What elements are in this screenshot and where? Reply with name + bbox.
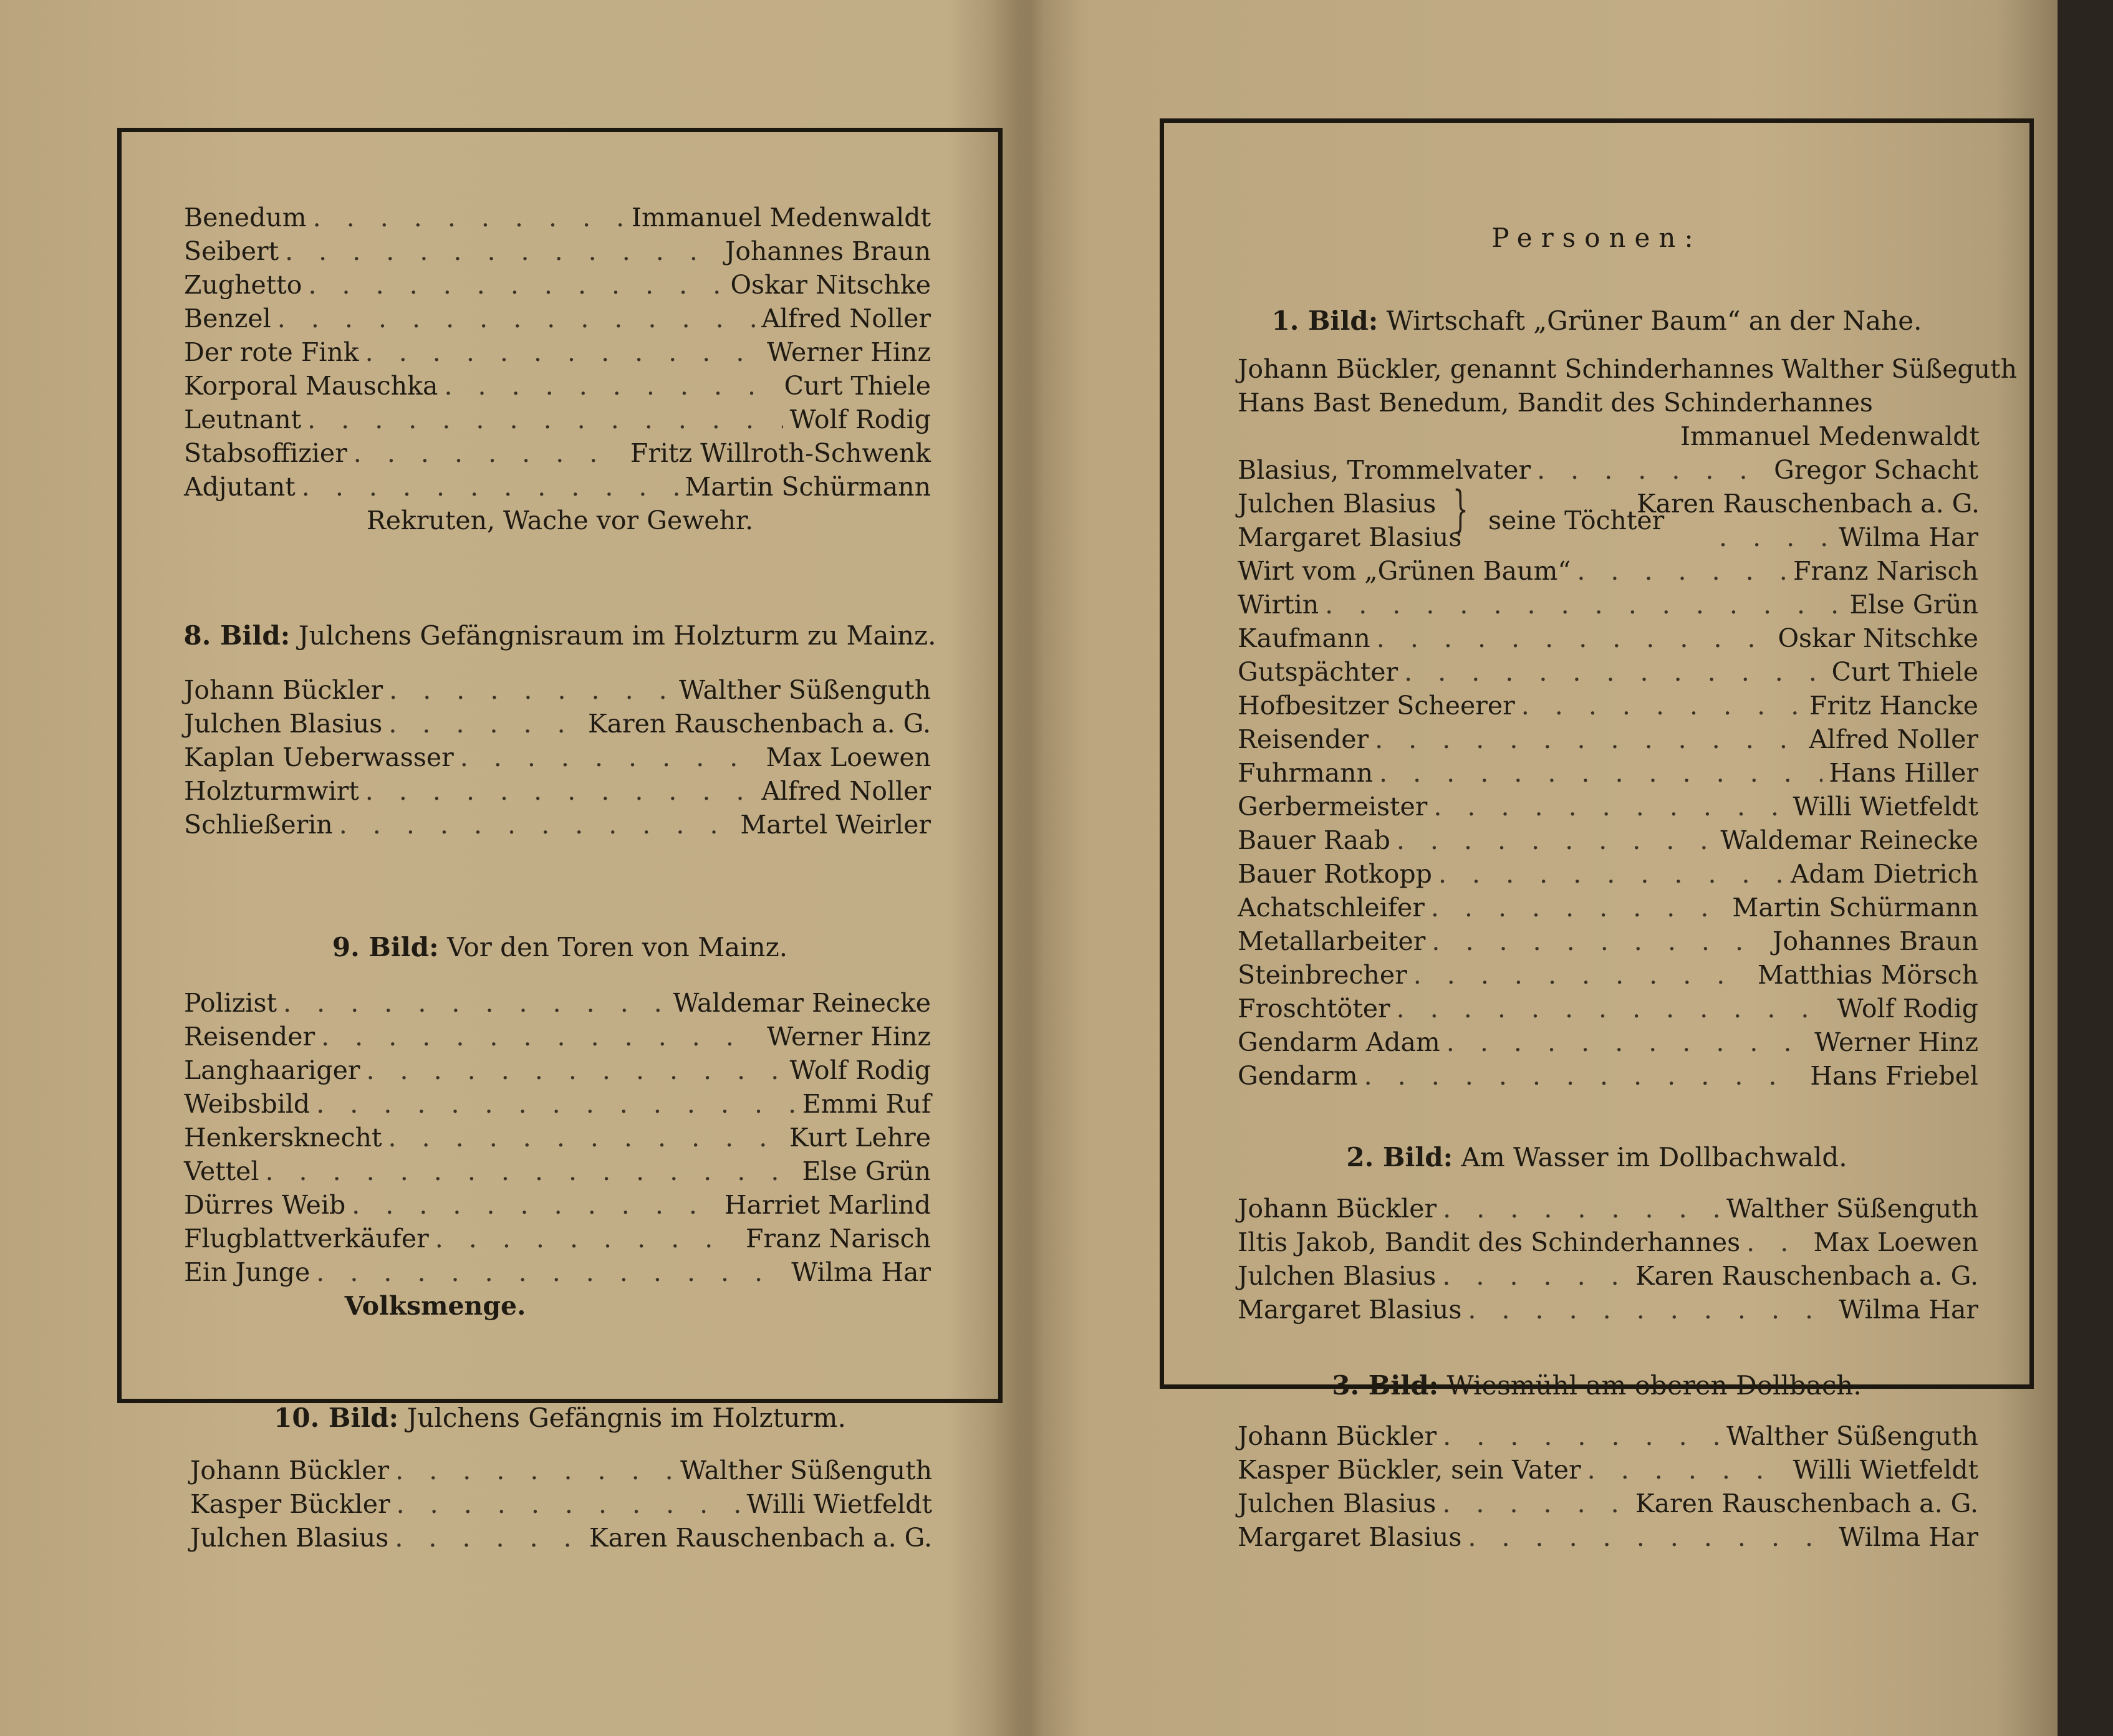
actor: Werner Hinz <box>1814 1027 1978 1057</box>
cast-row <box>184 808 931 842</box>
actor: Walther Süßeguth <box>1781 354 2018 384</box>
left-page-frame <box>117 128 1003 1553</box>
cast-row <box>1238 621 1978 655</box>
role: Benzel <box>184 304 271 333</box>
actor: Waldemar Reinecke <box>1720 825 1978 855</box>
cast-row <box>184 1020 931 1053</box>
actor: Martin Schürmann <box>685 472 931 502</box>
role: Froschtöter <box>1238 994 1390 1024</box>
cast-row <box>1238 924 1978 958</box>
actor: Kurt Lehre <box>789 1123 931 1153</box>
scene-title: Vor den Toren von Mainz. <box>446 932 788 962</box>
scene-number: 2. Bild: <box>1346 1142 1453 1173</box>
role: Steinbrecher <box>1238 960 1407 990</box>
actor: Werner Hinz <box>767 1022 931 1052</box>
role: Leutnant <box>184 405 302 434</box>
actor: Martel Weirler <box>740 810 931 840</box>
role: Flugblattverkäufer <box>184 1224 429 1254</box>
actor: Harriet Marlind <box>724 1190 931 1220</box>
cast-row <box>1238 588 1978 621</box>
cast-actor: Karen Rauschenbach a. G. <box>1636 489 1980 519</box>
scene-title: Wiesmühl am oberen Dollbach. <box>1446 1370 1862 1401</box>
scene-number: 8. Bild: <box>183 620 291 651</box>
actor: Emmi Ruf <box>802 1089 931 1119</box>
actor: Wolf Rodig <box>789 405 931 434</box>
actor: Johannes Braun <box>1772 926 1978 956</box>
role: Bauer Raab <box>1238 825 1390 855</box>
role: Der rote Fink <box>184 337 359 367</box>
role: Zughetto <box>184 270 302 300</box>
role: Reisender <box>1238 724 1369 754</box>
actor: Johannes Braun <box>724 236 931 266</box>
actor: Hans Hiller <box>1829 758 1978 788</box>
role: Adjutant <box>184 472 296 502</box>
actor: Martin Schürmann <box>1732 893 1978 923</box>
scene-heading <box>122 1401 998 1436</box>
role: Polizist <box>184 988 277 1018</box>
role: Gendarm Adam <box>1238 1027 1440 1057</box>
scene-number: 3. Bild: <box>1332 1370 1439 1401</box>
role: Margaret Blasius <box>1238 1295 1462 1325</box>
cast-role: Julchen Blasius <box>1238 489 1437 519</box>
actor: Wilma Har <box>1839 522 1978 552</box>
ensemble-note: Volksmenge. <box>344 1291 526 1321</box>
role: Julchen Blasius <box>1238 1489 1437 1518</box>
cast-row <box>1238 1419 1978 1453</box>
actor: Willi Wietfeldt <box>746 1489 932 1519</box>
scene-number: 1. Bild: <box>1271 305 1379 336</box>
cast-row <box>184 1255 931 1289</box>
scene-title: Julchens Gefängnisraum im Holzturm zu Mainz. <box>298 620 936 651</box>
cast-row <box>184 1222 931 1255</box>
cast-row <box>184 707 931 741</box>
scene-heading <box>122 930 998 965</box>
cast-row <box>1238 958 1978 992</box>
scene-title: Julchens Gefängnis im Holzturm. <box>407 1403 846 1433</box>
actor: Else Grün <box>802 1156 931 1186</box>
actor: Wolf Rodig <box>1837 994 1978 1024</box>
actor: Adam Dietrich <box>1790 859 1978 889</box>
cast-row <box>1238 1453 1978 1487</box>
actor: Wilma Har <box>1839 1522 1978 1552</box>
cast-row <box>1238 722 1978 756</box>
cast-row <box>1238 756 1978 790</box>
cast-row <box>190 1487 932 1521</box>
scene-number: 9. Bild: <box>332 932 439 962</box>
cast-row <box>184 1053 931 1087</box>
scene-title: Wirtschaft „Grüner Baum“ an der Nahe. <box>1386 305 1922 336</box>
actor: Alfred Noller <box>1809 724 1978 754</box>
cast-row <box>184 470 931 504</box>
cast-row <box>1238 1025 1978 1059</box>
cast-row <box>184 774 931 808</box>
cast-row <box>184 1087 931 1121</box>
cast-row <box>184 1188 931 1222</box>
role: Wirt vom „Grünen Baum“ <box>1238 556 1571 586</box>
group-label: seine Töchter <box>1488 506 1665 535</box>
cast-row <box>1238 823 1978 857</box>
cast-row <box>184 741 931 774</box>
cast-row <box>184 1154 931 1188</box>
actor: Karen Rauschenbach a. G. <box>589 1523 932 1553</box>
role: Johann Bückler, genannt Schinderhannes <box>1238 354 1774 384</box>
cast-row <box>184 369 931 403</box>
cast-row <box>1238 992 1978 1025</box>
cast-row <box>184 201 931 234</box>
role: Weibsbild <box>184 1089 310 1119</box>
role: Ein Junge <box>184 1257 310 1287</box>
role: Kaplan Ueberwasser <box>184 742 454 772</box>
actor: Werner Hinz <box>767 337 931 367</box>
role: Holzturmwirt <box>184 776 359 806</box>
actor: Alfred Noller <box>761 304 931 333</box>
actor: Curt Thiele <box>784 371 931 401</box>
actor: Wilma Har <box>1839 1295 1978 1325</box>
cast-row <box>1238 1225 1978 1259</box>
actor: Fritz Willroth-Schwenk <box>630 438 931 468</box>
scene-heading <box>122 618 998 653</box>
role: Schließerin <box>184 810 333 840</box>
role: Gendarm <box>1238 1061 1358 1091</box>
cast-row <box>1238 1520 1978 1554</box>
role: Johann Bückler <box>190 1455 390 1485</box>
scene-heading <box>1164 1368 2029 1403</box>
role: Metallarbeiter <box>1238 926 1426 956</box>
actor: Immanuel Medenwaldt <box>631 203 931 233</box>
role: Langhaariger <box>184 1055 360 1085</box>
actor: Wolf Rodig <box>789 1055 931 1085</box>
cast-row <box>184 302 931 335</box>
role: Julchen Blasius <box>184 709 383 739</box>
actor: Karen Rauschenbach a. G. <box>1635 1261 1978 1291</box>
role: Reisender <box>184 1022 315 1052</box>
actor: Karen Rauschenbach a. G. <box>587 709 931 739</box>
actor: Oskar Nitschke <box>1778 623 1978 653</box>
role: Julchen Blasius <box>190 1523 389 1553</box>
actor: Walther Süßenguth <box>680 1455 932 1485</box>
cast-row <box>184 403 931 436</box>
role: Hofbesitzer Scheerer <box>1238 691 1515 721</box>
cast-role-line: Hans Bast Benedum, Bandit des Schinderhannes <box>1238 388 1873 418</box>
cast-row <box>1238 554 1978 588</box>
cast-row <box>184 1121 931 1154</box>
scene-heading <box>1164 1140 2029 1175</box>
cast-row <box>1238 453 1978 487</box>
actor: Walther Süßenguth <box>1726 1421 1978 1451</box>
role: Vettel <box>184 1156 259 1186</box>
role: Benedum <box>184 203 307 233</box>
cast-row <box>1238 1487 1978 1520</box>
role: Iltis Jakob, Bandit des Schinderhannes <box>1238 1227 1741 1257</box>
page-title: Personen: <box>1491 223 1702 253</box>
brace-icon: } <box>1452 480 1469 538</box>
scene-title: Am Wasser im Dollbachwald. <box>1461 1142 1847 1173</box>
cast-role: Margaret Blasius <box>1238 522 1462 552</box>
cast-row <box>1238 1293 1978 1326</box>
cast-row <box>184 335 931 369</box>
actor: Franz Narisch <box>746 1224 931 1254</box>
actor: Walther Süßenguth <box>1726 1194 1978 1224</box>
role: Fuhrmann <box>1238 758 1373 788</box>
cast-row <box>1238 689 1978 722</box>
cast-row <box>1238 857 1978 891</box>
actor: Franz Narisch <box>1793 556 1978 586</box>
actor: Walther Süßenguth <box>679 675 931 705</box>
actor: Else Grün <box>1849 590 1978 620</box>
actor: Oskar Nitschke <box>730 270 931 300</box>
role: Kasper Bückler <box>190 1489 390 1519</box>
cast-row <box>1238 1259 1978 1293</box>
actor: Willi Wietfeldt <box>1793 792 1978 822</box>
role: Achatschleifer <box>1238 893 1425 923</box>
cast-row <box>184 268 931 302</box>
actor: Gregor Schacht <box>1774 455 1978 485</box>
role: Henkersknecht <box>184 1123 382 1153</box>
actor: Waldemar Reinecke <box>673 988 931 1018</box>
scene-number: 10. Bild: <box>274 1403 399 1433</box>
role: Gutspächter <box>1238 657 1398 687</box>
role: Johann Bückler <box>184 675 383 705</box>
cast-row <box>184 673 931 707</box>
scene-heading <box>1164 304 2029 338</box>
book-gutter <box>991 0 1079 1736</box>
role: Bauer Rotkopp <box>1238 859 1432 889</box>
role: Julchen Blasius <box>1238 1261 1437 1291</box>
book-edge <box>2058 0 2113 1736</box>
right-page-frame <box>1160 118 2034 1552</box>
cast-row <box>1238 790 1978 823</box>
role: Dürres Weib <box>184 1190 346 1220</box>
actor: Matthias Mörsch <box>1757 960 1978 990</box>
cast-actor-line: Immanuel Medenwaldt <box>1680 421 1980 451</box>
role: Johann Bückler <box>1238 1421 1437 1451</box>
role: Johann Bückler <box>1238 1194 1437 1224</box>
role: Blasius, Trommelvater <box>1238 455 1531 485</box>
cast-row <box>1238 1059 1978 1093</box>
cast-row <box>1238 352 2018 386</box>
actor: Fritz Hancke <box>1809 691 1978 721</box>
cast-row <box>184 986 931 1020</box>
cast-row <box>190 1454 932 1487</box>
cast-row <box>1238 1192 1978 1225</box>
actor: Max Loewen <box>1813 1227 1978 1257</box>
cast-row <box>184 234 931 268</box>
actor: Curt Thiele <box>1831 657 1978 687</box>
cast-row <box>1238 891 1978 924</box>
role: Wirtin <box>1238 590 1319 620</box>
role: Korporal Mauschka <box>184 371 438 401</box>
cast-row <box>1238 655 1978 689</box>
actor: Alfred Noller <box>761 776 931 806</box>
actor: Willi Wietfeldt <box>1793 1455 1978 1485</box>
role: Margaret Blasius <box>1238 1522 1462 1552</box>
ensemble-note: Rekruten, Wache vor Gewehr. <box>366 506 754 535</box>
actor: Max Loewen <box>766 742 931 772</box>
cast-row <box>184 436 931 470</box>
role: Kasper Bückler, sein Vater <box>1238 1455 1581 1485</box>
role: Gerbermeister <box>1238 792 1428 822</box>
role: Stabsoffizier <box>184 438 347 468</box>
actor: Karen Rauschenbach a. G. <box>1635 1489 1978 1518</box>
actor: Wilma Har <box>791 1257 931 1287</box>
cast-row <box>1713 520 1978 554</box>
role: Seibert <box>184 236 279 266</box>
role: Kaufmann <box>1238 623 1370 653</box>
actor: Hans Friebel <box>1810 1061 1978 1091</box>
cast-row <box>190 1521 932 1555</box>
